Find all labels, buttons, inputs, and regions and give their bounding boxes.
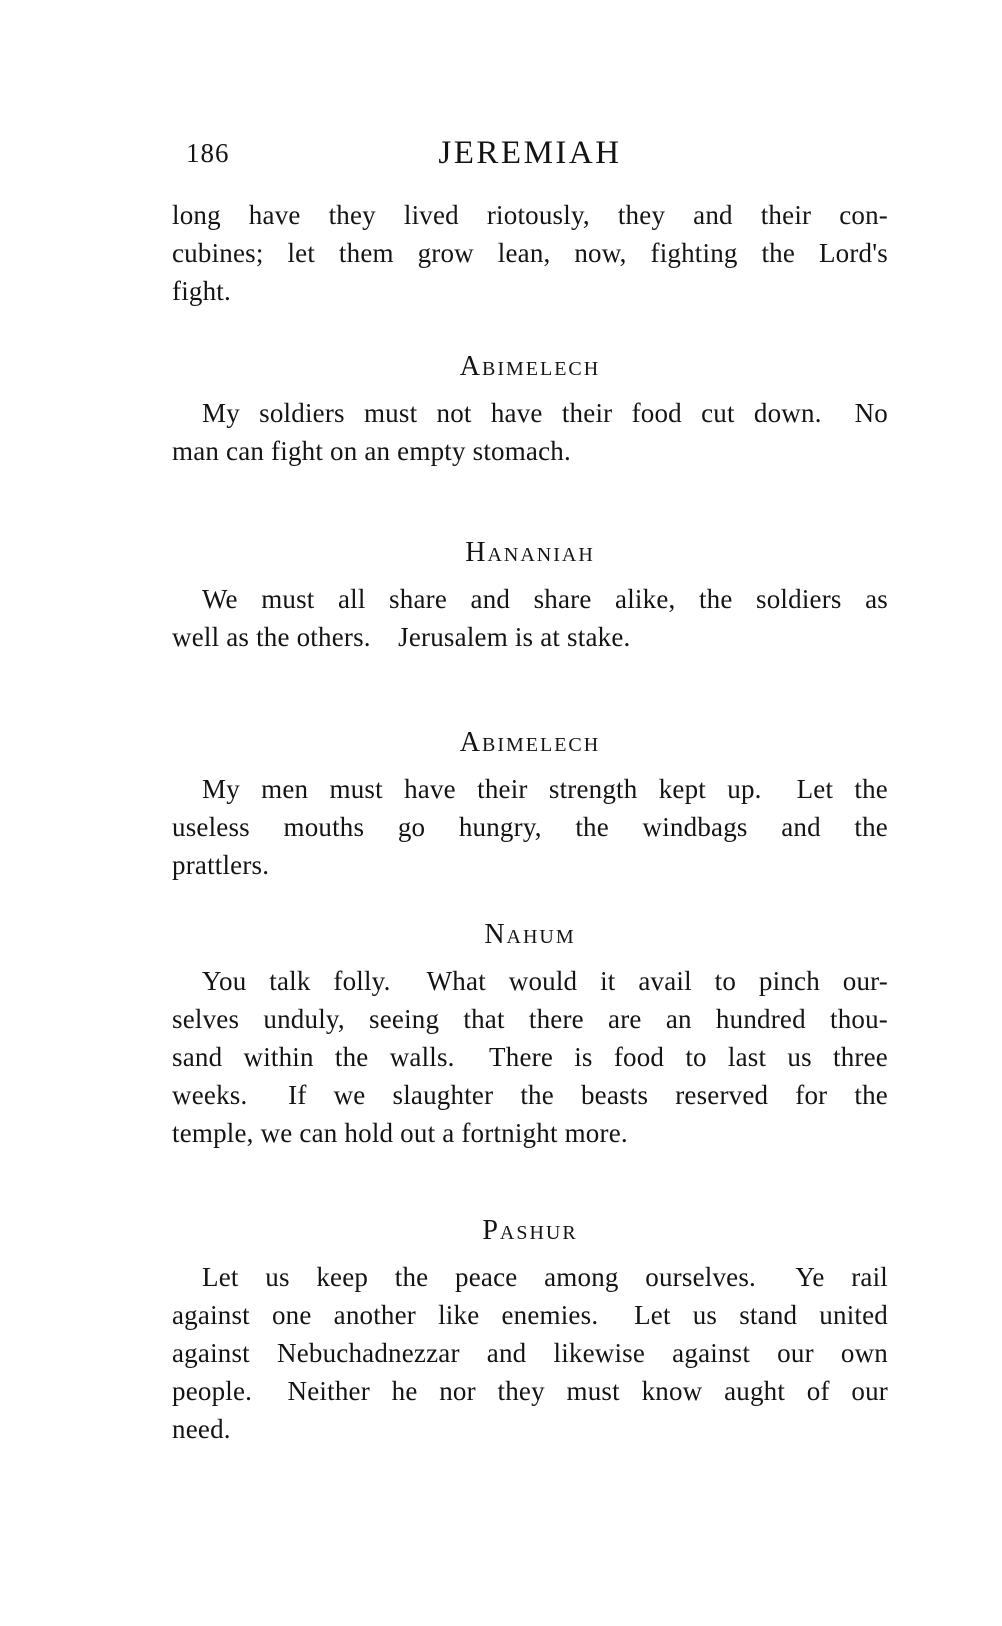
speaker-name: Abimelech [459, 351, 601, 382]
text-line: people. Neither he nor they must know aught of our [172, 1376, 888, 1406]
page-number: 186 [186, 138, 230, 168]
continuation-paragraph [172, 196, 888, 310]
speaker-name: Nahum [484, 919, 576, 950]
text-block [172, 134, 888, 1448]
text-line: against one another like enemies. Let us stand united [172, 1300, 888, 1330]
text-line: against Nebuchadnezzar and likewise against our own [172, 1338, 888, 1368]
text-line: prattlers. [172, 850, 270, 880]
text-line: My men must have their strength kept up. Let the [202, 774, 888, 804]
text-line: man can fight on an empty stomach. [172, 436, 571, 466]
text-line: long have they lived riotously, they and their con- [172, 200, 888, 230]
text-line: selves unduly, seeing that there are an hundred thou- [172, 1004, 888, 1034]
paragraph [172, 1258, 888, 1448]
paragraph [172, 394, 888, 470]
text-line: weeks. If we slaughter the beasts reserved for the [172, 1080, 888, 1110]
speaker-name: Pashur [482, 1215, 578, 1246]
page-body [172, 196, 888, 1448]
text-line: fight. [172, 276, 231, 306]
paragraph [172, 196, 888, 310]
text-line: sand within the walls. There is food to last us three [172, 1042, 888, 1072]
text-line: well as the others. Jerusalem is at stake. [172, 622, 631, 652]
paragraph [172, 962, 888, 1152]
text-line: You talk folly. What would it avail to pinch our- [202, 966, 888, 996]
text-line: We must all share and share alike, the soldiers as [202, 584, 888, 614]
paragraph [172, 580, 888, 656]
text-line: My soldiers must not have their food cut down. No [202, 398, 888, 428]
text-line: temple, we can hold out a fortnight more. [172, 1118, 628, 1148]
text-line: useless mouths go hungry, the windbags and the [172, 812, 888, 842]
dialogue-nahum [172, 916, 888, 1152]
dialogue-hananiah [172, 534, 888, 656]
dialogue-abimelech [172, 348, 888, 470]
text-line: need. [172, 1414, 231, 1444]
speaker-name: Abimelech [459, 727, 601, 758]
dialogue-pashur [172, 1212, 888, 1448]
speaker-name: Hananiah [465, 537, 595, 568]
page-header [172, 134, 888, 172]
dialogue-abimelech [172, 724, 888, 884]
text-line: Let us keep the peace among ourselves. Ye rail [202, 1262, 888, 1292]
text-line: cubines; let them grow lean, now, fighting the Lord's [172, 238, 888, 268]
paragraph [172, 770, 888, 884]
running-title: JEREMIAH [438, 135, 622, 171]
